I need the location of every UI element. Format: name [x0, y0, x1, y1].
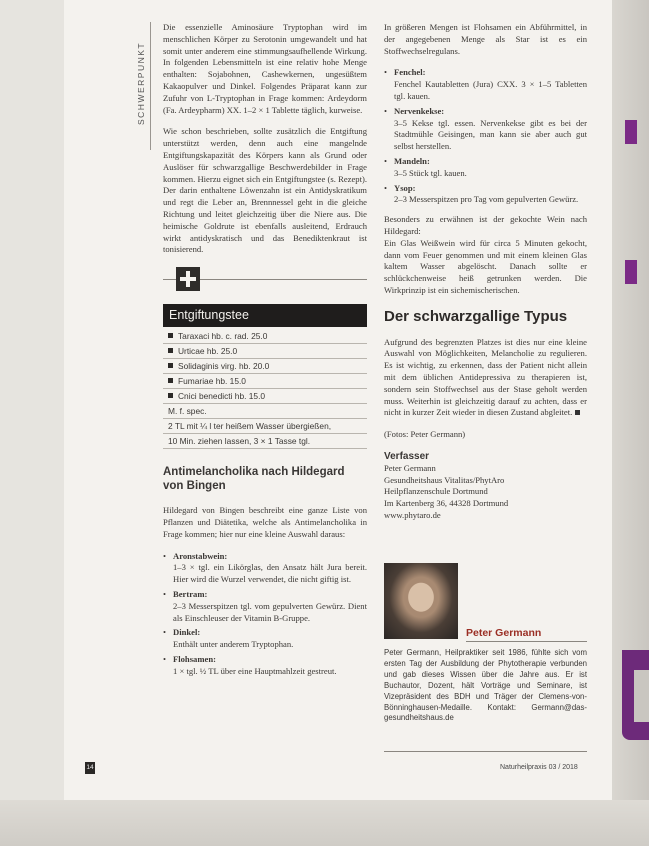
list-item: • Nervenkekse: 3–5 Kekse tgl. essen. Nervenkekse gibt es bei der Stadtmühle Geisingen, man kann sie aber auch gut selbst herstellen.: [384, 106, 587, 153]
author-name: Peter Germann: [466, 627, 542, 639]
remedy-list: [163, 551, 367, 678]
paragraph: Aufgrund des begrenzten Platzes ist dies nur eine kleine Auswahl von Möglichkeiten, Melancholie zu regulieren. Es ist wichtig, zu erkennen, dass der Patient nicht allein mit dem üblichen Antidepressiva zu therapieren ist, sondern sein Stoffwechsel aus der Stase geholt werden muss. Weiterhin ist gleichzeitig darauf zu achten, dass er nicht in kurzer Zeit wieder in diesen Zustand abgleitet.: [384, 336, 587, 418]
ingredient: Fumariae hb. 15.0: [163, 374, 367, 389]
paragraph: In größeren Mengen ist Flohsamen ein Abführmittel, in der angegebenen Menge als Star ist es ein Stoffwechselregulans.: [384, 22, 587, 56]
list-item: • Flohsamen: 1 × tgl. ½ TL über eine Hauptmahlzeit gestreut.: [163, 654, 367, 678]
divider-line: [384, 751, 587, 752]
next-page-decoration: [625, 120, 637, 144]
recipe-title: Entgiftungstee: [163, 304, 367, 327]
paragraph: Besonders zu erwähnen ist der gekochte Wein nach Hildegard:: [384, 214, 587, 236]
end-mark-icon: [575, 410, 580, 415]
author-block: [384, 451, 587, 522]
recipe-note: 10 Min. ziehen lassen, 3 × 1 Tasse tgl.: [163, 434, 367, 449]
left-column: [163, 22, 367, 681]
footer-issue: Naturheilpraxis 03 / 2018: [500, 764, 578, 771]
photo-credit: (Fotos: Peter Germann): [384, 429, 466, 440]
ingredient: Solidaginis virg. hb. 20.0: [163, 359, 367, 374]
author-line: Gesundheitshaus Vitalitas/PhytAro: [384, 474, 505, 485]
page-number: 14: [85, 762, 95, 774]
next-page-decoration: [625, 260, 637, 284]
remedy-list: [384, 67, 587, 206]
ingredient: Cnici benedicti hb. 15.0: [163, 389, 367, 404]
author-label: Verfasser: [384, 450, 430, 462]
divider-line: [466, 641, 587, 642]
list-item: • Aronstabwein: 1–3 × tgl. ein Likörglas, den Ansatz hält Jura bereit. Hier wird die Wurzel verwendet, die nicht giftig ist.: [163, 551, 367, 586]
subheading: Antimelancholika nach Hildegard von Bingen: [163, 466, 345, 493]
next-page-letter: [622, 650, 649, 740]
section-label: SCHWERPUNKT: [136, 41, 146, 125]
author-line: Peter Germann: [384, 462, 436, 473]
list-item: • Bertram: 2–3 Messerspitzen tgl. vom gepulverten Gewürz. Dient als Einschleuser der Vitamin B-Gruppe.: [163, 589, 367, 624]
recipe-divider: [163, 266, 367, 292]
list-item: • Ysop: 2–3 Messerspitzen pro Tag vom gepulverten Gewürz.: [384, 183, 587, 207]
section-heading: Der schwarzgallige Typus: [384, 307, 568, 325]
ingredient: Taraxaci hb. c. rad. 25.0: [163, 329, 367, 344]
list-item: • Fenchel: Fenchel Kautabletten (Jura) CXX. 3 × 1–5 Tabletten tgl. kauen.: [384, 67, 587, 102]
author-photo: [384, 563, 458, 639]
paragraph: Wie schon beschrieben, sollte zusätzlich die Entgiftung unterstützt werden, denn auch eine mangelnde Entgiftungskapazität des Körpers kann als Grund oder Auslöser für schwarzgallige Beschwerdebilder in Frage kommen. Hierzu eignet sich ein Entgiftungstee (s. Rezept). Der darin enthaltene Löwenzahn ist ein Antidyskratikum und regt die Leber an, Brennnessel geht in die gleiche Richtung und leitet gleichzeitig über die Niere aus. Die heimische Goldrute ist ebenfalls ausleitend, Erdrauch wirkt antidyskratisch und das Benediktenkraut ist tonisierend.: [163, 126, 367, 255]
author-line: Heilpflanzenschule Dortmund: [384, 486, 488, 497]
paragraph: Hildegard von Bingen beschreibt eine ganze Liste von Pflanzen und Diätetika, welche als Antimelancholika in Frage kommen; hier nur eine kleine Auswahl daraus:: [163, 505, 367, 539]
recipe-note: 2 TL mit ¼ l ter heißem Wasser übergießen,: [163, 419, 367, 434]
author-line: Im Kartenberg 36, 44328 Dortmund: [384, 498, 509, 509]
author-bio: Peter Germann, Heilpraktiker seit 1986, fühlte sich vom ersten Tag der Ausbildung der Phytotherapie verbunden und gab dieses Wissen über die Jahre aus. Er ist Buchautor, Dozent, hält Vorträge und Seminare, ist Vizepräsident des BDH und Träger der Clemens-von-Bönninghausen-Medaille. Kontakt: Germann@das-gesundheitshaus.de: [384, 648, 587, 723]
list-item: • Mandeln: 3–5 Stück tgl. kauen.: [384, 156, 587, 180]
paragraph: Ein Glas Weißwein wird für circa 5 Minuten gekocht, dann vom Feuer genommen und mit einem kleinen Glas kaltem Wasser abgelöscht. Danach sollte er schlückchenweise heiß getrunken werden. Die Wirkprinzip ist ein sichemischerischen.: [384, 237, 587, 295]
list-item: • Dinkel: Enthält unter anderem Tryptophan.: [163, 627, 367, 651]
recipe-note: M. f. spec.: [163, 404, 367, 419]
author-website: www.phytaro.de: [384, 509, 441, 520]
vertical-rule: [150, 22, 151, 150]
recipe-ingredients: [163, 329, 367, 404]
right-column: [384, 22, 587, 522]
scan-margin-bottom: [0, 800, 649, 846]
ingredient: Urticae hb. 25.0: [163, 344, 367, 359]
medical-cross-icon: [176, 267, 200, 291]
paragraph: Die essenzielle Aminosäure Tryptophan wird im menschlichen Körper zu Serotonin umgewandelt und hat somit unter anderem eine stimmungsaufhellende Wirkung. In folgenden Lebensmitteln ist eine relativ hohe Menge enthalten: Sojabohnen, Cashewkernen, ungesüßtem Kakaopulver und Dinkel. Folgendes Präparat kann zur Zufuhr von L-Tryptophan in Frage kommen: Ardeydorm (Fa. Ardeypharm) XX. 1–2 × 1 Tablette täglich, kurweise.: [163, 22, 367, 115]
